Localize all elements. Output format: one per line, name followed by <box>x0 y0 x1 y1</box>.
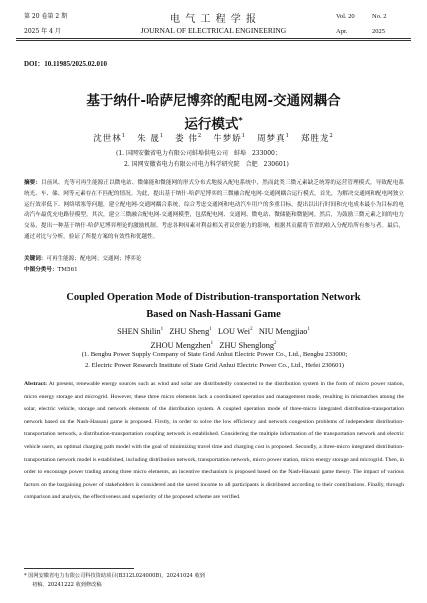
abstract-en-label: Abstract: <box>24 381 48 387</box>
authors-en-line1: SHEN Shilin$^1$ ZHU Sheng$^1$ LOU Wei$^2$ NIU Mengjiao$^1$ <box>117 326 310 336</box>
month-en: Apr. <box>336 28 348 35</box>
title-cn <box>40 92 387 135</box>
footnote-line1: * 国网安徽省电力有限公司科技资助项目(B312L024000B)。20241024 收到 <box>24 573 205 579</box>
doi: DOI：10.11985/2025.02.010 <box>24 60 108 68</box>
affiliation-en-1: (1. Bengbu Power Supply Company of State Grid Anhui Electric Power Co., Ltd., Bengbu 233000; <box>81 351 348 358</box>
title-footnote-mark: * <box>238 115 243 125</box>
author-cn: 周梦真$^1$ <box>257 133 290 144</box>
affiliation-en-2: 2. Electric Power Research Institute of State Grid Anhui Electric Power Co., Ltd., Hefei 230601) <box>84 362 345 369</box>
clc-code <box>24 266 78 274</box>
keywords-label: 关键词： <box>24 256 47 262</box>
abstract-cn-label: 摘要： <box>24 180 42 186</box>
clc-label: 中图分类号： <box>24 267 58 273</box>
clc-value: TM561 <box>57 267 78 273</box>
abstract-cn-text: 目前风、光等可再生能源正以微电站、微储能和微能网的形式分布式地接入配电系统中，然而此类三微元素缺乏统筹的运营管理模式，导致配电系统光、车、储、网等元素存在不匹配的情况。为此，提出基于纳什-哈萨尼博弈的三微融合配电网-交通网耦合运行模式。首先，为解决交通网和配电网独立运行效率低下、网络堵塞等问题，建立配电网-交通网耦合系统，综合考虑交通网和电动汽车用户的多重目标，提出以出行时间和充电成本最小为目标的电动汽车最优充电路径模型。其次，建立三微融合配电网-交通网模型，包括配电网、交通网、微电站、微储能和微能网。然后，为鼓励三微元素之间的电力交易，提出一种基于纳什-哈萨尼博弈理论的激励机制。考虑各种因素对利益相关者议价能力的影响，根据其贡献将节省的收入分配给所有参与者。最后，通过对比与分析，验证了所提方案的有效性和优越性。 <box>24 180 404 240</box>
year-en: 2025 <box>372 28 385 35</box>
title-cn-line2-text: 运行模式 <box>184 116 239 133</box>
title-en <box>30 289 397 323</box>
author-cn: 牛梦娇$^1$ <box>213 133 246 144</box>
footnote-line2: 初稿，20241222 收到修改稿 <box>32 582 102 588</box>
keywords-text: 可再生能源；配电网；交通网；博弈论 <box>46 256 142 262</box>
author-cn: 沈世林$^1$ <box>93 133 126 144</box>
author-cn: 朱 晟$^1$ <box>137 133 165 144</box>
authors-en-line2: ZHOU Mengzhen$^1$ ZHU Shenglong$^2$ <box>150 340 277 350</box>
header-rule <box>16 38 411 39</box>
keywords-cn <box>24 255 142 263</box>
volume-en: Vol. 20 <box>336 13 355 20</box>
affiliations-en <box>28 349 401 371</box>
footnote <box>24 572 205 590</box>
abstract-en-text: At present, renewable energy sources such as wind and solar are distributedly connected to the distribution system in the form of micro power station, micro energy storage and microgrid. However, these three micro elements lack a coordinated operation and management mode, resulting in mismatches among the solar, electric vehicle, storage and network elements of the distribution system. A coupled operation mode of three-micro integrated distribution-transportation network based on the Nash-Hassani game is proposed. Firstly, in order to solve the low efficiency and network congestion problems of independent distribution-transportation network, a distribution-transportation coupling network is established. Considering the multiple information of the transportation network and electric vehicle users, an optimal charging path model with the goal of minimizing travel time and charging cost is proposed. Secondly, a three-micro integrated distribution-transportation network model is established, including distribution network, transportation network, micro power station, micro energy storage and microgrid. Then, in order to encourage power trading among three micro elements, an incentive mechanism is proposed based on the Nash-Hassani game theory. The impact of various factors on the bargaining power of stakeholders is considered and the saved income to all participants is distributed according to their contributions. Finally, through comparison and analysis, the effectiveness and superiority of the proposed scheme are verified. <box>24 381 404 501</box>
journal-title-cn: 电 气 工 程 学 报 <box>170 14 257 25</box>
abstract-en <box>24 378 404 504</box>
journal-title-en: JOURNAL OF ELECTRICAL ENGINEERING <box>140 26 287 35</box>
header-rule-2 <box>16 40 411 41</box>
issue-cn: 第 20 卷第 2 期 <box>24 13 68 20</box>
author-cn: 郑胜龙$^2$ <box>300 133 334 144</box>
authors-cn <box>30 132 397 144</box>
number-en: No. 2 <box>372 13 387 20</box>
title-cn-line2 <box>40 111 387 135</box>
authors-en <box>30 324 397 352</box>
title-en-line1: Coupled Operation Mode of Distribution-transportation Network <box>66 292 361 303</box>
affiliation-cn-2: 2. 国网安徽省电力有限公司电力科学研究院 合肥 230601) <box>124 161 289 168</box>
footnote-rule <box>24 568 134 569</box>
title-cn-line1: 基于纳什-哈萨尼博弈的配电网-交通网耦合 <box>86 93 341 109</box>
author-cn: 娄 伟$^2$ <box>175 133 203 144</box>
affiliation-cn-1: (1. 国网安徽省电力有限公司蚌埠供电公司 蚌埠 233000； <box>116 150 281 157</box>
date-cn: 2025 年 4 月 <box>24 28 61 35</box>
title-en-line2: Based on Nash-Hassani Game <box>146 309 281 320</box>
abstract-cn <box>24 178 404 243</box>
